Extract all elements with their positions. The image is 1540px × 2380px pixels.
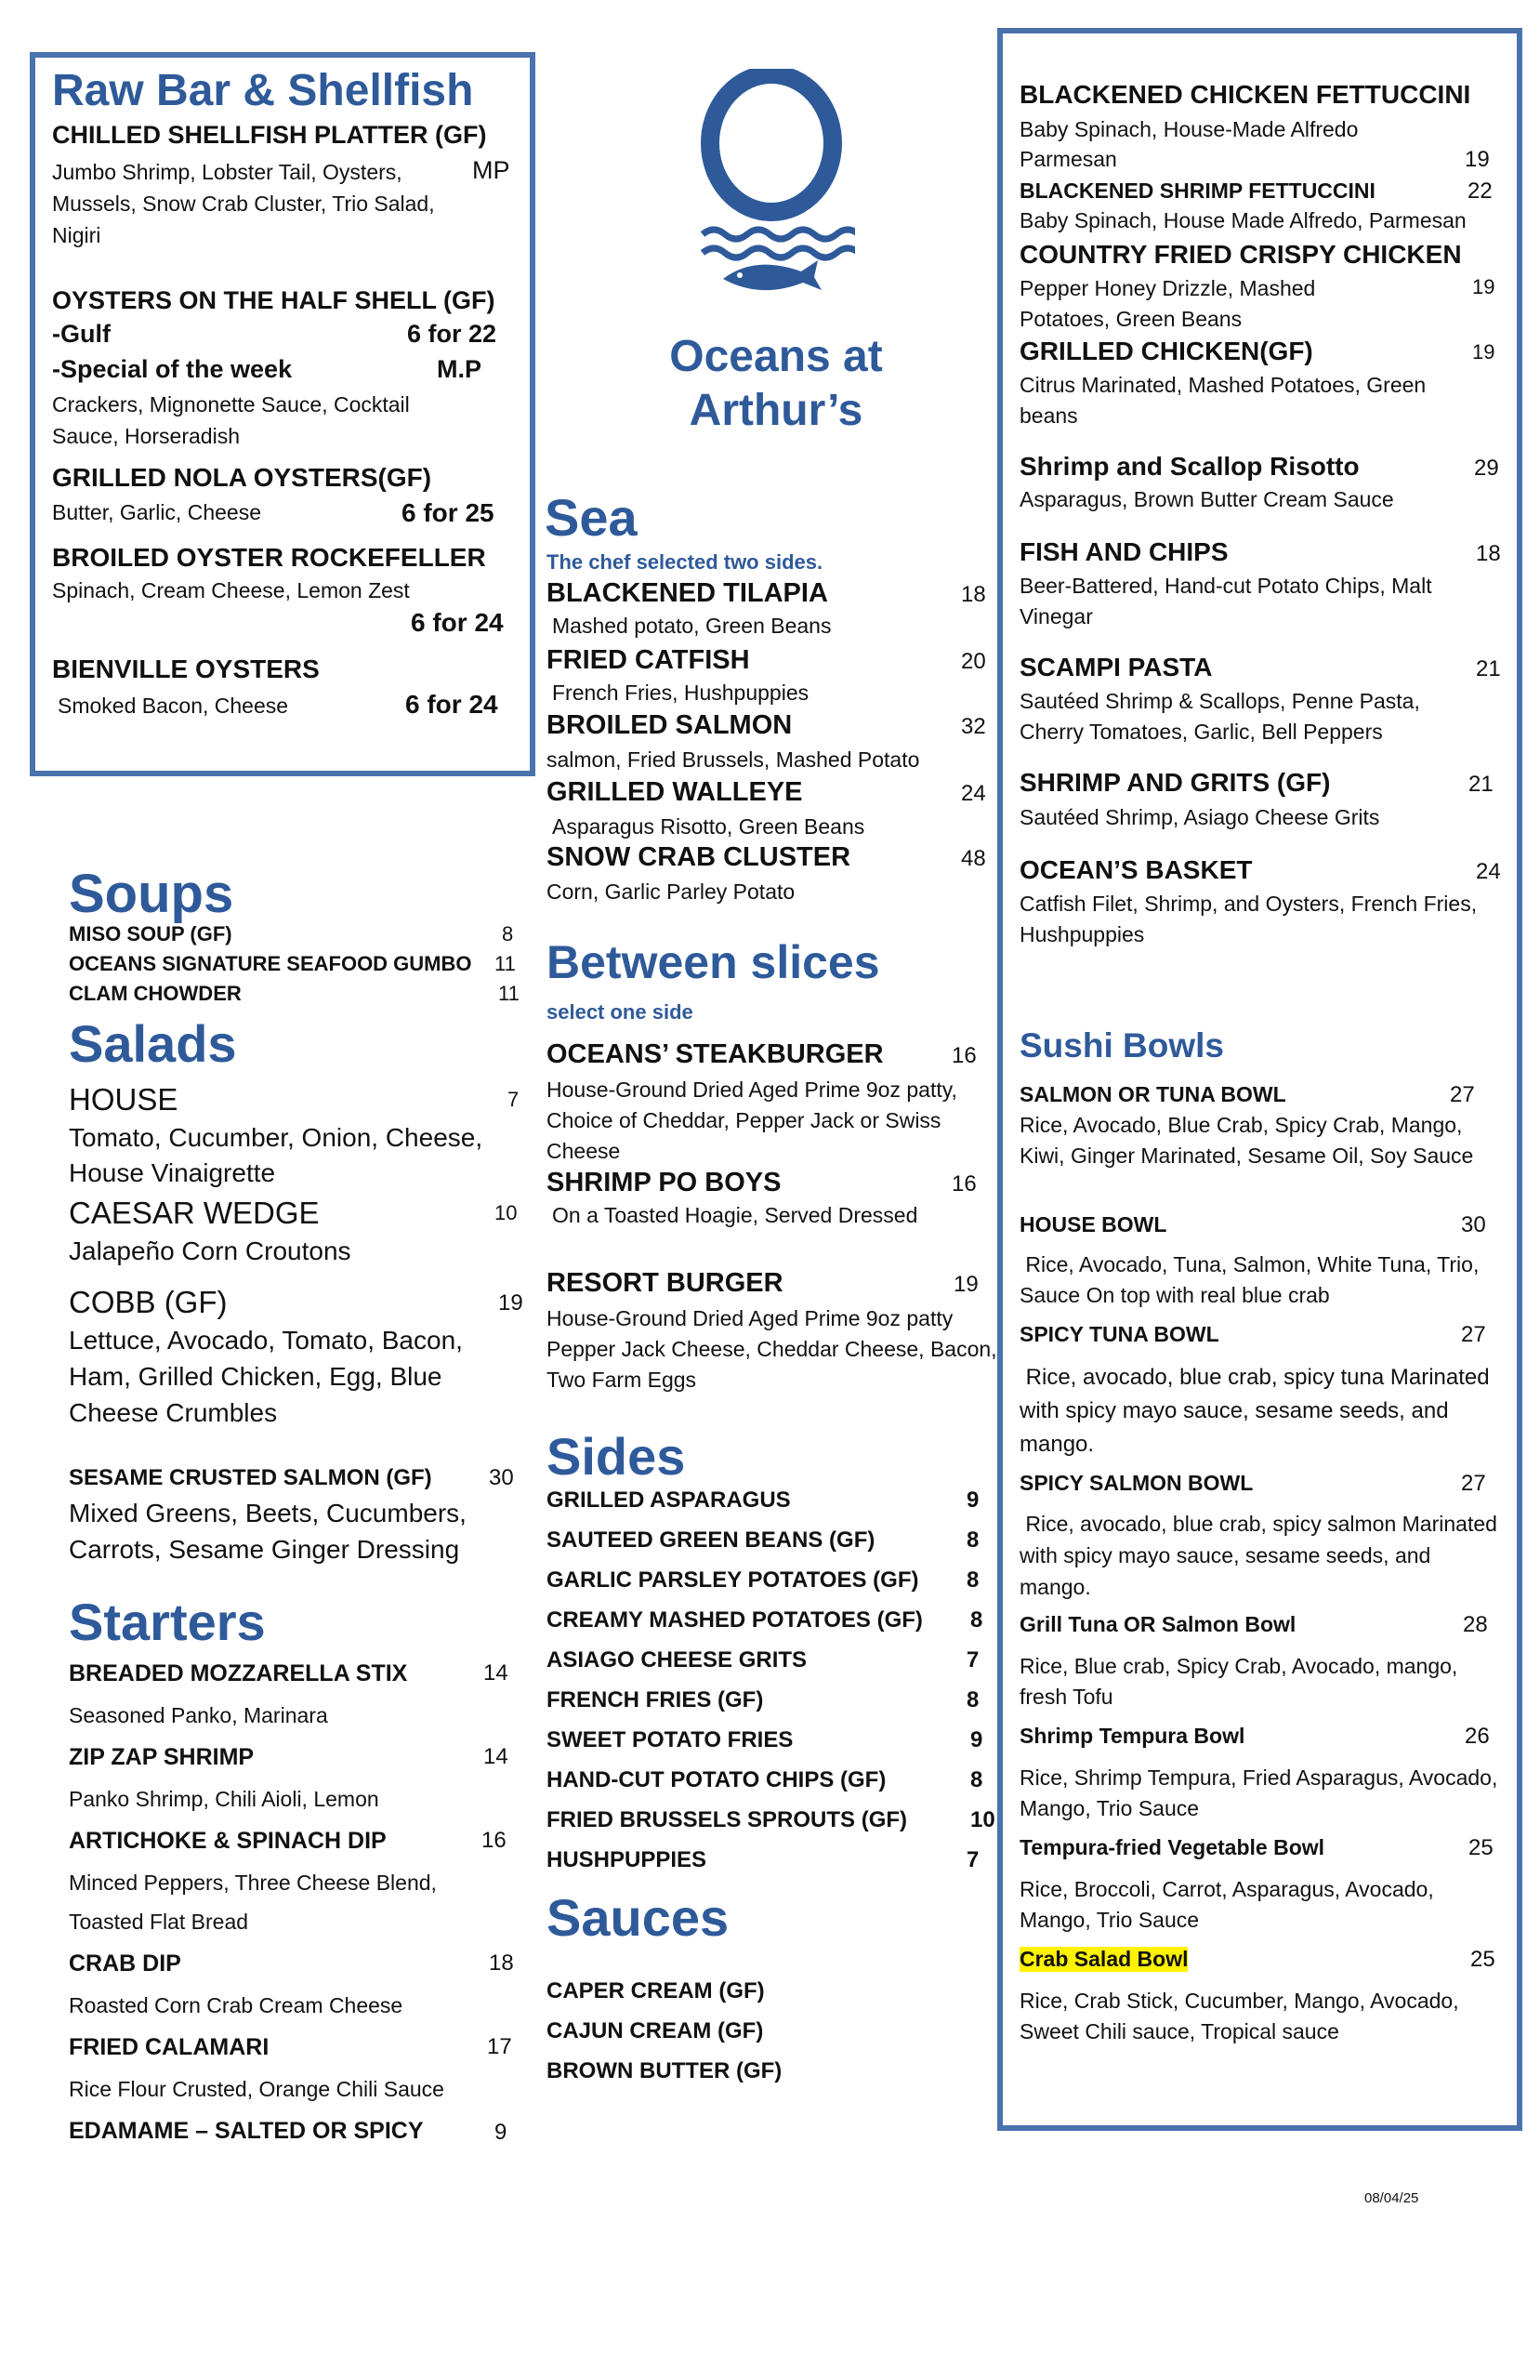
caesar-price: 10 (494, 1201, 518, 1224)
sushi-bowl-desc: Rice, Crab Stick, Cucumber, Mango, Avocado, Sweet Chili sauce, Tropical sauce (1020, 1989, 1459, 2043)
sushi-bowl-price: 25 (1468, 1835, 1494, 1860)
sauce-item: CAJUN CREAM (GF) (546, 2018, 764, 2043)
starter-name: ZIP ZAP SHRIMP (69, 1744, 255, 1770)
sushi-bowl-desc: Rice, Broccoli, Carrot, Asparagus, Avocado, Mango, Trio Sauce (1020, 1877, 1434, 1932)
cobb-name: COBB (GF) (69, 1285, 228, 1319)
sushi-bowl-price: 25 (1470, 1947, 1495, 1972)
bsf-name: BLACKENED SHRIMP FETTUCCINI (1020, 178, 1375, 203)
house-salad-name: HOUSE (69, 1082, 178, 1117)
oysters-name: OYSTERS ON THE HALF SHELL (GF) (52, 286, 495, 314)
steakburger-price: 16 (952, 1043, 977, 1068)
house-salad-price: 7 (507, 1088, 520, 1111)
salads-title: Salads (69, 1014, 237, 1073)
bienville-name: BIENVILLE OYSTERS (52, 654, 320, 683)
scampi-price: 21 (1476, 656, 1501, 681)
rockefeller-desc: Spinach, Cream Cheese, Lemon Zest (52, 578, 410, 602)
house-salad-desc: Tomato, Cucumber, Onion, Cheese, House Vinaigrette (69, 1123, 483, 1187)
sushi-bowl-name: HOUSE BOWL (1020, 1212, 1167, 1236)
side-price: 9 (967, 1488, 980, 1513)
grilled-chicken-desc: Citrus Marinated, Mashed Potatoes, Green beans (1020, 373, 1427, 428)
bcf-desc-line2: Parmesan (1020, 147, 1117, 171)
sushi-bowl-desc: Rice, Shrimp Tempura, Fried Asparagus, Avocado, Mango, Trio Sauce (1020, 1765, 1498, 1820)
side-price: 8 (970, 1767, 983, 1792)
cfc-desc: Pepper Honey Drizzle, Mashed Potatoes, Green Beans (1020, 276, 1316, 331)
sea-item-desc: Corn, Garlic Parley Potato (546, 879, 796, 904)
starter-name: BREADED MOZZARELLA STIX (69, 1660, 408, 1686)
grilled-chicken-name: GRILLED CHICKEN(GF) (1020, 337, 1313, 365)
shrimp-grits-name: SHRIMP AND GRITS (GF) (1020, 768, 1331, 797)
sushi-bowl-price: 27 (1461, 1471, 1486, 1496)
sushi-bowl-price: 26 (1465, 1724, 1490, 1749)
oysters-desc: Crackers, Mignonette Sauce, Cocktail Sauce, Horseradish (52, 392, 410, 448)
sea-title: Sea (545, 488, 638, 547)
between-slices-subtitle: select one side (546, 1000, 693, 1024)
starter-price: 18 (489, 1950, 514, 1976)
steakburger-name: OCEANS’ STEAKBURGER (546, 1039, 884, 1069)
side-price: 9 (970, 1727, 983, 1752)
grilled-oysters-desc: Butter, Garlic, Cheese (52, 500, 261, 524)
side-price: 8 (970, 1607, 983, 1633)
sushi-bowl-desc: Rice, Avocado, Tuna, Salmon, White Tuna, Trio, Sauce On top with real blue crab (1020, 1252, 1485, 1307)
restaurant-name-line1: Oceans at (669, 332, 883, 381)
side-item: HUSHPUPPIES (546, 1847, 707, 1872)
sauces-title: Sauces (546, 1888, 730, 1947)
scampi-name: SCAMPI PASTA (1020, 653, 1213, 681)
oceans-basket-price: 24 (1476, 859, 1501, 884)
rockefeller-name: BROILED OYSTER ROCKEFELLER (52, 543, 486, 572)
sea-item-name: BROILED SALMON (546, 710, 793, 740)
side-item: GARLIC PARSLEY POTATOES (GF) (546, 1567, 919, 1593)
sea-item-name: SNOW CRAB CLUSTER (546, 842, 851, 872)
starter-desc: Panko Shrimp, Chili Aioli, Lemon (69, 1787, 379, 1811)
between-slices-title: Between slices (546, 936, 880, 988)
special-price: M.P (437, 355, 482, 383)
shrimp-grits-price: 21 (1468, 772, 1494, 797)
sushi-bowl-name: Tempura-fried Vegetable Bowl (1020, 1835, 1325, 1859)
oceans-basket-desc: Catfish Filet, Shrimp, and Oysters, French Fries, Hushpuppies (1020, 892, 1478, 946)
fish-chips-desc: Beer-Battered, Hand-cut Potato Chips, Malt Vinegar (1020, 574, 1432, 628)
bienville-desc: Smoked Bacon, Cheese (58, 694, 289, 718)
caesar-desc: Jalapeño Corn Croutons (69, 1236, 351, 1265)
platter-price: MP (472, 156, 510, 184)
bsf-desc: Baby Spinach, House Made Alfredo, Parmesan (1020, 208, 1467, 232)
steakburger-desc: House-Ground Dried Aged Prime 9oz patty, Choice of Cheddar, Pepper Jack or Swiss Cheese (546, 1078, 957, 1163)
po-boys-price: 16 (952, 1171, 977, 1197)
platter-name: CHILLED SHELLFISH PLATTER (GF) (52, 121, 487, 149)
cfc-name: COUNTRY FRIED CRISPY CHICKEN (1020, 240, 1462, 269)
soup-item: CLAM CHOWDER (69, 982, 242, 1005)
sushi-bowl-name: SALMON OR TUNA BOWL (1020, 1082, 1286, 1106)
gulf-price: 6 for 22 (407, 320, 497, 348)
starter-desc-line2: Toasted Flat Bread (69, 1910, 249, 1934)
restaurant-name-line2: Arthur’s (689, 386, 863, 435)
starter-price: 9 (494, 2120, 507, 2145)
sushi-bowl-desc: Rice, Avocado, Blue Crab, Spicy Crab, Mango, Kiwi, Ginger Marinated, Sesame Oil, Soy Sauce (1020, 1113, 1474, 1168)
special-label: -Special of the week (52, 355, 293, 383)
sushi-bowl-price: 28 (1463, 1612, 1488, 1637)
starters-title: Starters (69, 1593, 266, 1651)
cobb-desc: Lettuce, Avocado, Tomato, Bacon, Ham, Grilled Chicken, Egg, Blue Cheese Crumbles (69, 1326, 463, 1427)
sushi-bowl-desc: Rice, Blue crab, Spicy Crab, Avocado, mango, fresh Tofu (1020, 1654, 1458, 1709)
sea-item-desc: Mashed potato, Green Beans (552, 614, 832, 638)
side-item: ASIAGO CHEESE GRITS (546, 1647, 808, 1673)
sea-item-price: 20 (961, 649, 986, 674)
sushi-bowls-title: Sushi Bowls (1020, 1026, 1224, 1064)
sesame-salmon-name: SESAME CRUSTED SALMON (GF) (69, 1465, 432, 1490)
sea-item-desc: Asparagus Risotto, Green Beans (552, 814, 865, 839)
sushi-bowl-name: SPICY SALMON BOWL (1020, 1471, 1254, 1495)
starter-desc: Roasted Corn Crab Cream Cheese (69, 1993, 403, 2017)
side-item: HAND-CUT POTATO CHIPS (GF) (546, 1767, 887, 1792)
starter-desc: Minced Peppers, Three Cheese Blend, (69, 1871, 437, 1895)
sea-subtitle: The chef selected two sides. (546, 550, 823, 574)
po-boys-name: SHRIMP PO BOYS (546, 1168, 782, 1197)
oceans-basket-name: OCEAN’S BASKET (1020, 855, 1253, 884)
side-item: GRILLED ASPARAGUS (546, 1488, 791, 1513)
starter-name: CRAB DIP (69, 1950, 181, 1977)
sushi-bowl-name: SPICY TUNA BOWL (1020, 1322, 1219, 1346)
starter-price: 17 (487, 2034, 512, 2059)
side-price: 8 (967, 1687, 980, 1712)
soup-item: MISO SOUP (GF) (69, 922, 232, 945)
soups-title: Soups (69, 864, 234, 924)
side-price: 7 (967, 1647, 980, 1673)
side-item: FRENCH FRIES (GF) (546, 1687, 764, 1712)
platter-desc: Jumbo Shrimp, Lobster Tail, Oysters, Mussels, Snow Crab Cluster, Trio Salad, Nigiri (52, 160, 435, 247)
sushi-bowl-name-highlighted: Crab Salad Bowl (1020, 1947, 1189, 1971)
sushi-bowl-desc: Rice, avocado, blue crab, spicy tuna Marinated with spicy mayo sauce, sesame seeds, and mango. (1020, 1365, 1496, 1457)
risotto-name: Shrimp and Scallop Risotto (1020, 452, 1360, 481)
po-boys-desc: On a Toasted Hoagie, Served Dressed (552, 1203, 918, 1227)
sushi-bowl-price: 30 (1461, 1212, 1486, 1237)
sesame-salmon-desc: Mixed Greens, Beets, Cucumbers, Carrots, Sesame Ginger Dressing (69, 1499, 467, 1564)
side-price: 8 (967, 1567, 980, 1593)
sea-item-desc: French Fries, Hushpuppies (552, 681, 809, 705)
bsf-price: 22 (1468, 178, 1493, 204)
sushi-bowl-price: 27 (1461, 1322, 1486, 1347)
shrimp-grits-desc: Sautéed Shrimp, Asiago Cheese Grits (1020, 805, 1380, 829)
raw-bar-title: Raw Bar & Shellfish (52, 66, 474, 115)
sea-item-price: 48 (961, 846, 986, 871)
grilled-oysters-name: GRILLED NOLA OYSTERS(GF) (52, 463, 432, 492)
oceans-logo-icon (688, 69, 855, 301)
starter-price: 16 (481, 1828, 507, 1853)
bcf-price: 19 (1465, 147, 1490, 172)
side-item: SWEET POTATO FRIES (546, 1727, 794, 1752)
sea-item-price: 24 (961, 781, 986, 806)
starter-desc: Rice Flour Crusted, Orange Chili Sauce (69, 2077, 444, 2101)
starter-name: ARTICHOKE & SPINACH DIP (69, 1828, 387, 1854)
sea-item-name: GRILLED WALLEYE (546, 777, 803, 807)
sushi-bowl-price: 27 (1450, 1082, 1475, 1107)
side-item: FRIED BRUSSELS SPROUTS (GF) (546, 1807, 908, 1832)
resort-burger-price: 19 (954, 1272, 979, 1297)
side-item: CREAMY MASHED POTATOES (GF) (546, 1607, 923, 1633)
bienville-price: 6 for 24 (405, 690, 498, 719)
soup-price: 11 (494, 952, 516, 975)
sesame-salmon-price: 30 (489, 1465, 514, 1490)
risotto-price: 29 (1474, 456, 1499, 481)
soup-item: OCEANS SIGNATURE SEAFOOD GUMBO (69, 952, 472, 975)
starter-name: EDAMAME – SALTED OR SPICY (69, 2118, 424, 2144)
fish-chips-name: FISH AND CHIPS (1020, 537, 1229, 566)
bcf-desc: Baby Spinach, House-Made Alfredo (1020, 117, 1359, 141)
side-item: SAUTEED GREEN BEANS (GF) (546, 1527, 875, 1553)
grilled-chicken-price: 19 (1472, 340, 1495, 364)
resort-burger-name: RESORT BURGER (546, 1268, 783, 1298)
fish-chips-price: 18 (1476, 541, 1501, 566)
sea-item-price: 32 (961, 714, 986, 739)
risotto-desc: Asparagus, Brown Butter Cream Sauce (1020, 487, 1394, 511)
starter-price: 14 (483, 1744, 508, 1769)
scampi-desc: Sautéed Shrimp & Scallops, Penne Pasta, Cherry Tomatoes, Garlic, Bell Peppers (1020, 689, 1420, 744)
grilled-oysters-price: 6 for 25 (401, 498, 494, 527)
sauce-item: CAPER CREAM (GF) (546, 1978, 765, 2003)
sauce-item: BROWN BUTTER (GF) (546, 2058, 783, 2083)
sea-item-desc: salmon, Fried Brussels, Mashed Potato (546, 747, 920, 772)
cfc-price: 19 (1472, 275, 1495, 298)
starter-price: 14 (483, 1660, 508, 1686)
sushi-bowl-name: Grill Tuna OR Salmon Bowl (1020, 1612, 1296, 1636)
sea-item-name: FRIED CATFISH (546, 645, 750, 675)
caesar-name: CAESAR WEDGE (69, 1196, 320, 1230)
sides-title: Sides (546, 1427, 686, 1486)
menu-date: 08/04/25 (1364, 2190, 1419, 2206)
resort-burger-desc: House-Ground Dried Aged Prime 9oz patty Pepper Jack Cheese, Cheddar Cheese, Bacon, Two Farm Eggs (546, 1306, 997, 1392)
soup-price: 11 (498, 982, 520, 1005)
sea-item-price: 18 (961, 582, 986, 607)
rockefeller-price: 6 for 24 (411, 608, 504, 637)
starter-desc: Seasoned Panko, Marinara (69, 1703, 328, 1727)
cobb-price: 19 (498, 1290, 523, 1316)
sea-item-name: BLACKENED TILAPIA (546, 578, 828, 608)
gulf-label: -Gulf (52, 320, 111, 348)
sushi-bowl-desc: Rice, avocado, blue crab, spicy salmon Marinated with spicy mayo sauce, sesame seeds, and mango. (1020, 1512, 1504, 1599)
bcf-name: BLACKENED CHICKEN FETTUCCINI (1020, 80, 1471, 109)
starter-name: FRIED CALAMARI (69, 2034, 270, 2060)
side-price: 7 (967, 1847, 980, 1872)
side-price: 8 (967, 1527, 980, 1553)
side-price: 10 (970, 1807, 995, 1832)
sushi-bowl-name: Shrimp Tempura Bowl (1020, 1724, 1245, 1748)
soup-price: 8 (502, 922, 514, 945)
